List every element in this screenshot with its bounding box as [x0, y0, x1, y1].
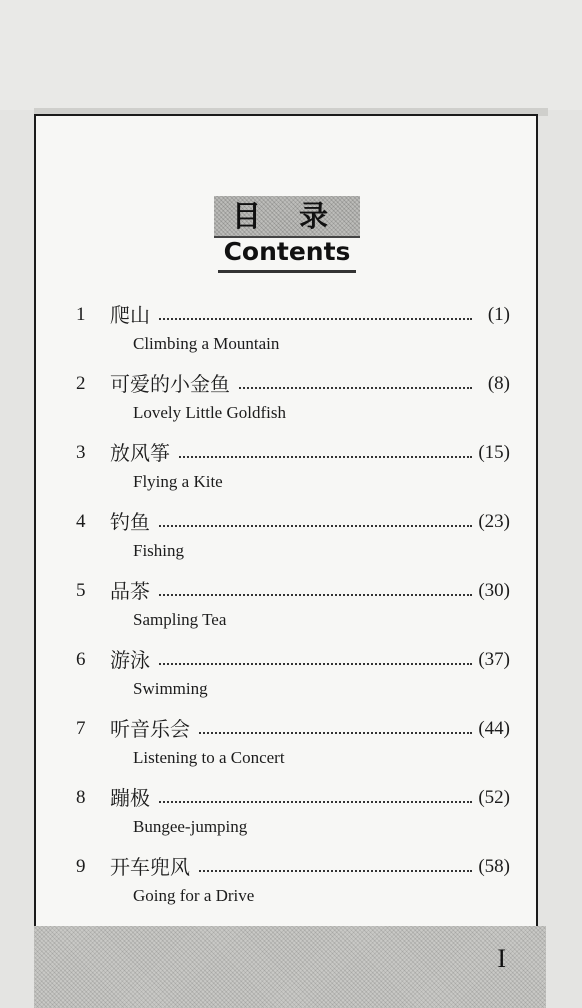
toc-entry[interactable]: [36, 508, 536, 574]
title-chinese: 目 录: [214, 196, 360, 238]
entry-title-chinese: 游泳: [110, 646, 158, 674]
toc-entry[interactable]: [36, 577, 536, 643]
dot-leader: [116, 594, 472, 596]
entry-title-chinese: 品茶: [110, 577, 158, 605]
toc-entry[interactable]: [36, 715, 536, 781]
entry-title-english: Going for a Drive: [133, 886, 255, 905]
entry-title-chinese: 开车兜风: [110, 853, 198, 881]
title-english: Contents: [223, 237, 351, 266]
entry-title-english: Fishing: [133, 541, 185, 560]
entry-page: (8): [482, 370, 510, 398]
entry-title-english: Listening to a Concert: [133, 748, 285, 767]
entry-title-chinese: 放风筝: [110, 439, 178, 467]
entry-page: (37): [472, 646, 510, 674]
toc-entry[interactable]: [36, 439, 536, 505]
dot-leader: [116, 318, 472, 320]
entry-title-english: Lovely Little Goldfish: [133, 403, 286, 422]
entry-number: 1: [76, 304, 86, 325]
entry-page: (23): [472, 508, 510, 536]
toc-entry[interactable]: [36, 646, 536, 712]
page-number: I: [497, 944, 506, 973]
entry-page: (44): [472, 715, 510, 743]
entry-title-chinese: 听音乐会: [110, 715, 198, 743]
entry-number: 3: [76, 442, 86, 463]
entry-number: 4: [76, 511, 86, 532]
entry-title-chinese: 可爱的小金鱼: [110, 370, 238, 398]
entry-title-chinese: 蹦极: [110, 784, 158, 812]
entry-number: 9: [76, 856, 86, 877]
entry-number: 6: [76, 649, 86, 670]
entry-title-english: Swimming: [133, 679, 208, 698]
entry-page: (30): [472, 577, 510, 605]
toc-entry[interactable]: [36, 301, 536, 367]
entry-title-chinese: 钓鱼: [110, 508, 158, 536]
entry-number: 8: [76, 787, 86, 808]
contents-title: [178, 196, 396, 270]
toc-entry[interactable]: [36, 784, 536, 850]
toc-entry[interactable]: [36, 853, 536, 919]
dot-leader: [116, 525, 472, 527]
entry-title-chinese: 爬山: [110, 301, 158, 329]
entry-page: (1): [482, 301, 510, 329]
entry-page: (58): [472, 853, 510, 881]
entry-page: (15): [472, 439, 510, 467]
entry-title-english: Climbing a Mountain: [133, 334, 280, 353]
entry-title-english: Flying a Kite: [133, 472, 223, 491]
title-underline: [218, 270, 356, 273]
entry-page: (52): [472, 784, 510, 812]
contents-page: [34, 114, 538, 926]
page-footer: [34, 926, 546, 1008]
dot-leader: [116, 663, 472, 665]
entry-number: 5: [76, 580, 86, 601]
entry-title-english: Bungee-jumping: [133, 817, 248, 836]
entry-number: 2: [76, 373, 86, 394]
toc-entry[interactable]: [36, 370, 536, 436]
dot-leader: [116, 801, 472, 803]
entry-number: 7: [76, 718, 86, 739]
entry-title-english: Sampling Tea: [133, 610, 227, 629]
page-top-margin: [0, 0, 582, 110]
